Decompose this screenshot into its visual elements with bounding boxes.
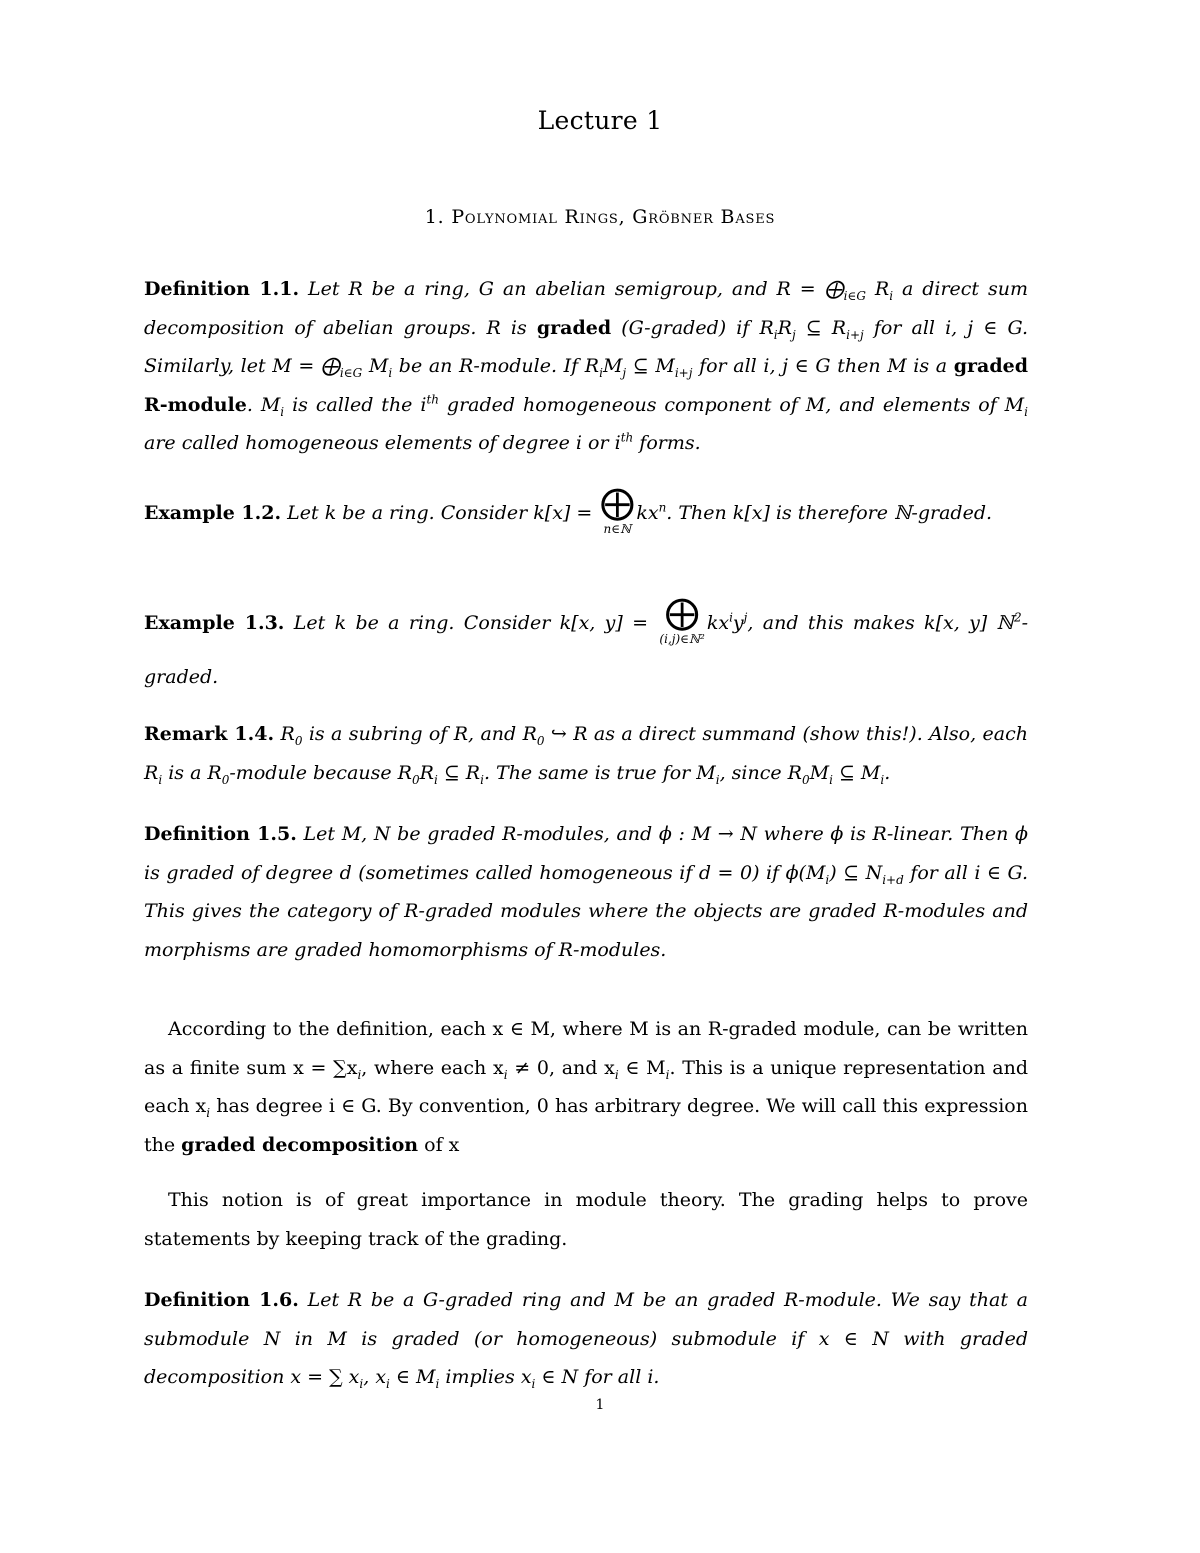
definition-text: for all i ∈ G. This gives the category of R-graded modules where the objects are graded R-modules and morphisms are graded homomorphisms of R-modules. <box>144 861 1029 961</box>
definition-text: be an R-module. If R <box>392 355 600 378</box>
superscript: j <box>743 610 748 625</box>
subscript: i <box>773 327 778 342</box>
subscript: i∈G <box>339 365 363 380</box>
remark-label: Remark 1.4. <box>144 723 275 745</box>
definition-text: . M <box>246 393 281 416</box>
definition-text: implies x <box>439 1366 532 1389</box>
superscript: i <box>729 610 733 625</box>
remark-text: ⊆ M <box>832 761 881 784</box>
definition-text: (G-graded) if R <box>611 316 774 339</box>
definition-text: Let R be a ring, G an abelian semigroup, and R = ⨁ <box>308 278 844 300</box>
subscript: i <box>1024 404 1028 419</box>
paragraph-text: ∈ M <box>618 1056 666 1079</box>
example-1-3 <box>144 593 1028 704</box>
paragraph-text: has degree i ∈ G. By convention, 0 has arbitrary degree. We will call this expression the <box>144 1095 1028 1156</box>
paragraph-importance <box>144 1181 1028 1258</box>
subscript: j <box>791 327 796 342</box>
remark-text: , since R <box>719 761 802 784</box>
definition-text: R <box>777 316 792 339</box>
direct-sum-symbol: ⨁ <box>665 593 700 633</box>
subscript: 0 <box>411 772 420 787</box>
subscript: i <box>531 1376 536 1391</box>
remark-text: -module because R <box>229 761 412 784</box>
example-text: kx <box>636 502 659 524</box>
example-text: kx <box>706 612 730 634</box>
definition-label: Definition 1.5. <box>144 823 297 845</box>
remark-text: . The same is true for M <box>483 761 716 784</box>
definition-text: graded homogeneous component of M, and elements of M <box>439 393 1025 416</box>
example-label: Example 1.2. <box>144 502 282 524</box>
definition-text: ∈ M <box>389 1366 436 1389</box>
definition-text: ∈ N for all i. <box>535 1366 660 1389</box>
subscript: i <box>825 872 830 887</box>
superscript: th <box>620 431 634 446</box>
definition-text: ) ⊆ N <box>829 861 883 884</box>
lecture-title: Lecture 1 <box>537 106 663 135</box>
bold-term: graded <box>536 316 612 339</box>
remark-text: M <box>809 761 830 784</box>
definition-text: Let R be a G-graded ring and M be an graded R-module. We say that a submodule N in M is graded (or homogeneous) submodule if x ∈ N with graded decomposition x = ∑ x <box>144 1289 1028 1389</box>
definition-label: Definition 1.1. <box>144 278 300 300</box>
subscript: i <box>829 772 833 787</box>
page-number: 1 <box>595 1397 605 1413</box>
definition-text: M <box>362 355 389 378</box>
definition-1-6 <box>144 1281 1028 1397</box>
subscript: 0 <box>801 772 810 787</box>
remark-text: . <box>884 761 891 784</box>
definition-text: R <box>865 278 890 300</box>
subscript: i <box>503 1067 508 1082</box>
definition-text: for all i, j ∈ G then M is a <box>692 355 954 378</box>
paragraph-text: , where each x <box>361 1056 504 1079</box>
subscript: i <box>357 1067 362 1082</box>
direct-sum-index: n∈ℕ <box>603 521 632 536</box>
subscript: i <box>480 772 484 787</box>
subscript: i <box>388 365 393 380</box>
direct-sum-symbol: ⨁ <box>600 483 635 523</box>
remark-text: ↪ R as a direct summand (show this!). Also, each R <box>144 723 1028 784</box>
paragraph-graded-decomposition <box>144 1010 1028 1164</box>
definition-text: a direct sum decomposition of abelian groups. R is <box>144 278 1028 339</box>
definition-text: Let M, N be graded R-modules, and ϕ : M → N where ϕ is R-linear. Then ϕ is graded of degree d (sometimes called homogeneous if d = 0) if ϕ(M <box>144 823 1028 884</box>
subscript: i <box>206 1105 211 1120</box>
subscript: i <box>889 288 894 303</box>
subscript: i <box>435 1376 440 1391</box>
subscript: i <box>614 1067 619 1082</box>
example-text: Let k be a ring. Consider k[x, y] = <box>293 612 658 634</box>
definition-text: ⊆ R <box>795 316 847 339</box>
superscript: 2 <box>1013 610 1022 625</box>
example-text: , and this makes k[x, y] ℕ <box>747 612 1014 634</box>
example-label: Example 1.3. <box>144 612 285 634</box>
direct-sum-index: (i,j)∈ℕ² <box>659 631 705 646</box>
definition-text: are called homogeneous elements of degree i or i <box>144 432 621 455</box>
subscript: i <box>359 1376 364 1391</box>
definition-text: is called the i <box>284 393 427 416</box>
subscript: i <box>280 404 285 419</box>
subscript: i <box>386 1376 390 1391</box>
example-text: Let k be a ring. Consider k[x] = <box>287 502 599 524</box>
subscript: i <box>433 772 438 787</box>
subscript: i <box>158 772 163 787</box>
subscript: j <box>622 365 627 380</box>
subscript: i <box>599 365 603 380</box>
remark-text: ⊆ R <box>437 761 481 784</box>
subscript: 0 <box>536 733 545 748</box>
direct-sum-operator <box>659 593 705 646</box>
definition-text: for all i, j ∈ G. Similarly, let M = ⨁ <box>144 316 1028 378</box>
definition-text: M <box>602 355 623 378</box>
paragraph-text: ≠ 0, and x <box>507 1056 615 1079</box>
paragraph-text: of x <box>418 1133 460 1156</box>
bold-term: graded decomposition <box>181 1133 419 1156</box>
paragraph-text: This notion is of great importance in module theory. The grading helps to prove statements by keeping track of the grading. <box>144 1189 1028 1250</box>
subscript: 0 <box>221 772 230 787</box>
definition-1-1 <box>144 270 1028 463</box>
example-text: y <box>732 612 744 634</box>
bold-term: graded R-module <box>144 355 1028 416</box>
remark-text: R <box>419 761 434 784</box>
subscript: i+j <box>674 365 693 380</box>
paragraph-text: According to the definition, each x ∈ M, where M is an R-graded module, can be written as a finite sum x = ∑x <box>144 1018 1028 1079</box>
definition-1-5 <box>144 815 1028 969</box>
superscript: n <box>658 500 667 515</box>
remark-text: is a R <box>162 761 222 784</box>
subscript: i <box>715 772 720 787</box>
remark-text: R <box>280 723 295 745</box>
subscript: i <box>880 772 885 787</box>
subscript: i+j <box>846 327 864 342</box>
remark-1-4 <box>144 715 1028 792</box>
definition-text: ⊆ M <box>626 355 675 378</box>
direct-sum-operator <box>600 483 635 536</box>
definition-label: Definition 1.6. <box>144 1289 299 1311</box>
subscript: i∈G <box>843 288 866 303</box>
example-1-2 <box>144 483 1028 540</box>
example-text: -graded. <box>144 612 1028 688</box>
remark-text: is a subring of R, and R <box>302 723 537 745</box>
section-title: 1. Polynomial Rings, Gröbner Bases <box>424 206 776 228</box>
paragraph-text: . This is a unique representation and each x <box>144 1056 1028 1118</box>
superscript: th <box>426 392 439 407</box>
definition-text: forms. <box>633 432 701 455</box>
subscript: 0 <box>294 733 303 748</box>
subscript: i <box>665 1067 670 1082</box>
subscript: i+d <box>882 872 904 887</box>
example-text: . Then k[x] is therefore ℕ-graded. <box>666 502 993 524</box>
definition-text: , x <box>363 1366 387 1389</box>
